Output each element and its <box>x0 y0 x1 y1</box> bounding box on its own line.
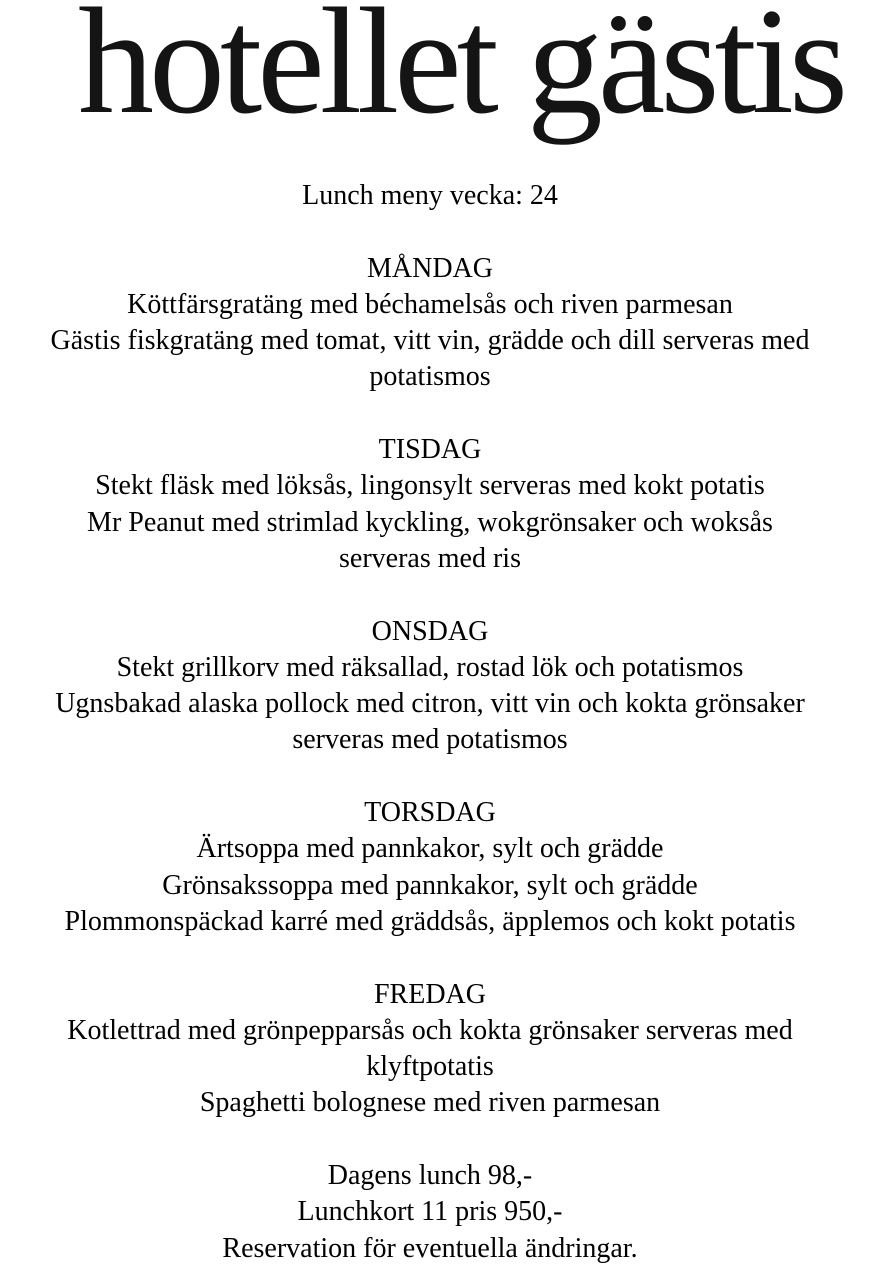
lunch-card-price: Lunchkort 11 pris 950,- <box>297 1196 563 1228</box>
menu-line: Köttfärsgratäng med béchamelsås och riven parmesan <box>127 288 733 320</box>
menu-footer <box>0 1158 860 1267</box>
hotel-logo: hotellet gästis <box>78 0 844 145</box>
menu-line: Mr Peanut med strimlad kyckling, wokgrönsaker och woksås <box>87 506 773 538</box>
menu-line: serveras med ris <box>339 542 521 574</box>
menu-line: Stekt fläsk med löksås, lingonsylt serveras med kokt potatis <box>95 470 765 502</box>
day-tuesday <box>0 432 860 577</box>
menu-line: Kotlettrad med grönpepparsås och kokta grönsaker serveras med <box>67 1014 793 1046</box>
menu-line: Spaghetti bolognese med riven parmesan <box>199 1087 661 1119</box>
day-monday <box>0 251 860 396</box>
spacer <box>0 396 860 432</box>
day-heading-friday: FREDAG <box>373 978 486 1010</box>
week-heading: Lunch meny vecka: 24 <box>302 180 558 211</box>
menu-line: potatismos <box>369 361 491 393</box>
day-thursday <box>0 795 860 940</box>
spacer <box>0 759 860 795</box>
menu-line: Ugnsbakad alaska pollock med citron, vitt vin och kokta grönsaker <box>55 688 805 720</box>
menu-line: Plommonspäckad karré med gräddsås, äpplemos och kokt potatis <box>64 905 796 937</box>
spacer <box>0 1122 860 1158</box>
day-heading-monday: MÅNDAG <box>367 252 493 284</box>
day-heading-thursday: TORSDAG <box>364 797 496 829</box>
day-wednesday <box>0 614 860 759</box>
menu-line: Gästis fiskgratäng med tomat, vitt vin, grädde och dill serveras med <box>50 325 810 357</box>
menu-line: serveras med potatismos <box>292 724 568 756</box>
spacer <box>0 940 860 976</box>
menu-line: Stekt grillkorv med räksallad, rostad lök och potatismos <box>116 651 744 683</box>
lunch-menu <box>0 178 860 1267</box>
menu-line: Ärtsoppa med pannkakor, sylt och grädde <box>196 833 664 865</box>
day-heading-wednesday: ONSDAG <box>371 615 489 647</box>
menu-line: Grönsakssoppa med pannkakor, sylt och grädde <box>162 869 698 901</box>
day-heading-tuesday: TISDAG <box>378 434 482 466</box>
spacer <box>0 214 860 250</box>
reservation-note: Reservation för eventuella ändringar. <box>222 1232 638 1264</box>
spacer <box>0 577 860 613</box>
day-friday <box>0 977 860 1122</box>
menu-line: klyftpotatis <box>366 1051 494 1083</box>
daily-lunch-price: Dagens lunch 98,- <box>327 1160 533 1192</box>
